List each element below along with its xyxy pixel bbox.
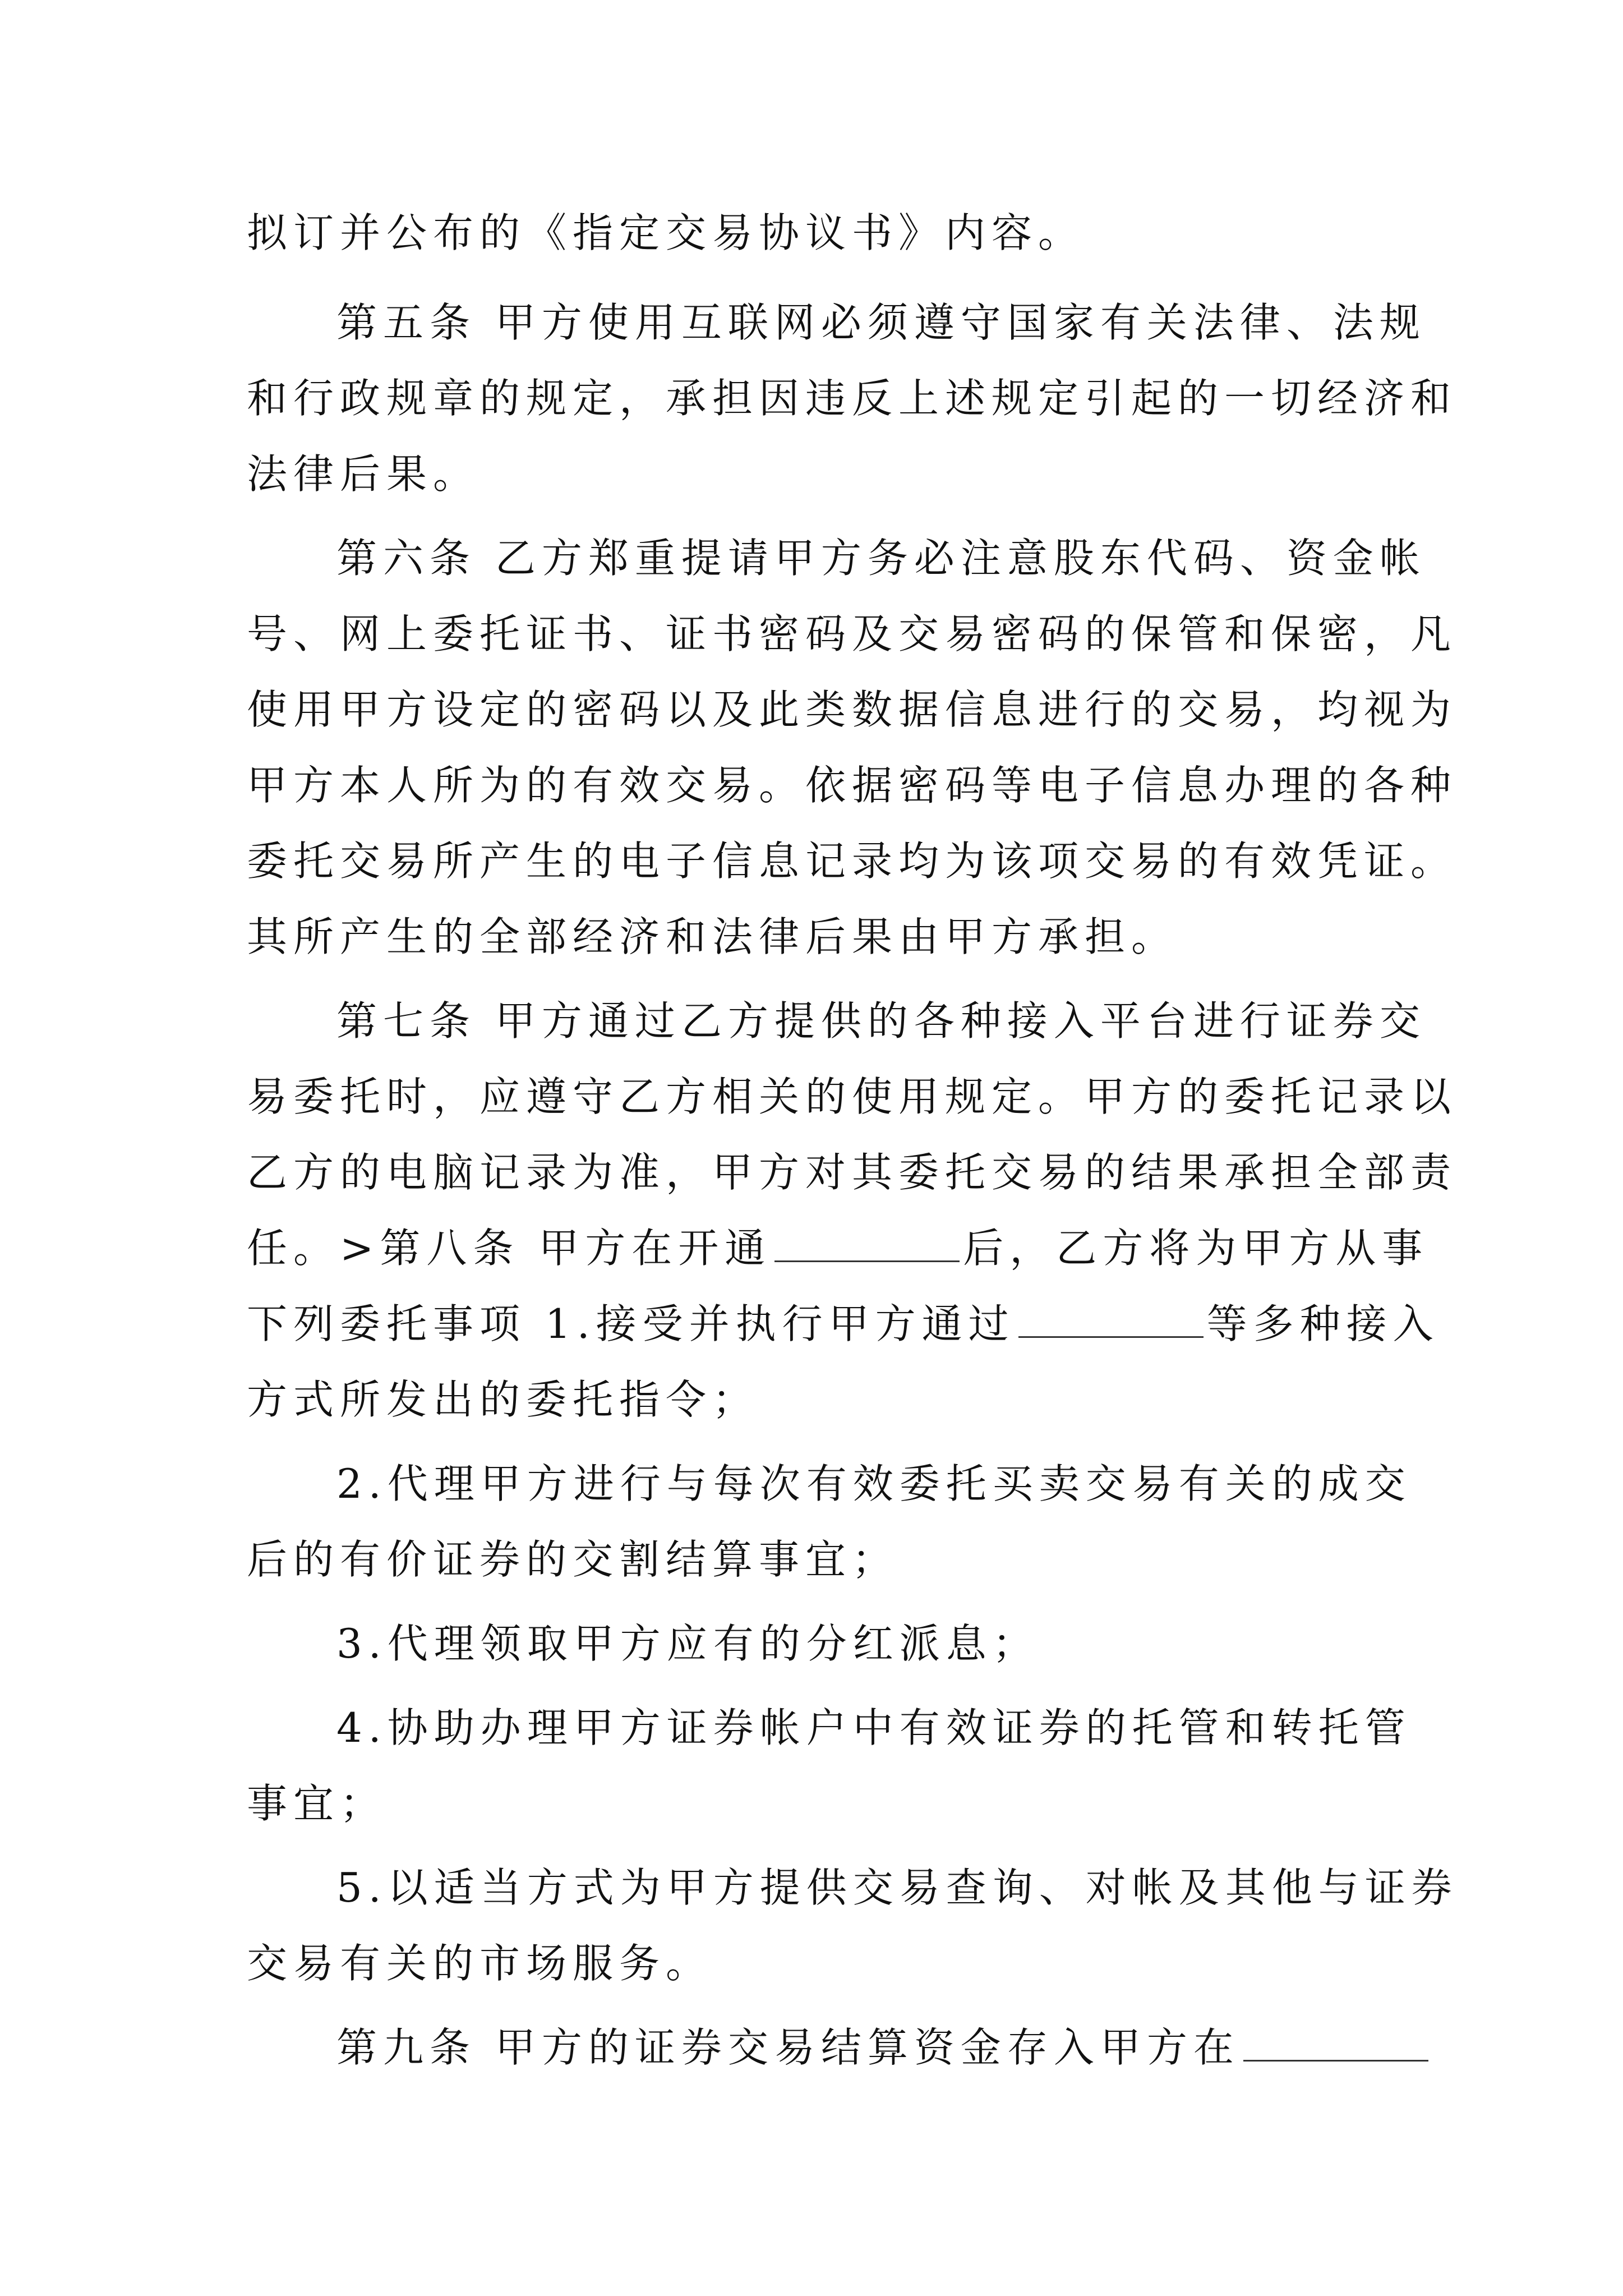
item-4-line: 4.协助办理甲方证券帐户中有效证券的托管和转托管 [336,1704,1412,1751]
paragraph-line: 法律后果。 [247,450,480,498]
line-text: 任。>第八条 甲方在开通 [247,1225,772,1272]
item-2-line: 2.代理甲方进行与每次有效委托买卖交易有关的成交 [336,1460,1412,1507]
paragraph-line: 乙方的电脑记录为准，甲方对其委托交易的结果承担全部责 [247,1149,1458,1196]
article-6-line: 第六条 乙方郑重提请甲方务必注意股东代码、资金帐 [336,535,1426,582]
item-5-line: 5.以适当方式为甲方提供交易查询、对帐及其他与证券 [336,1864,1458,1911]
line-text: 后，乙方将为甲方从事 [963,1225,1429,1272]
paragraph-line: 拟订并公布的《指定交易协议书》内容。 [247,209,1085,256]
article-8-item-1-line [247,1285,1440,1363]
line-text: 等多种接入 [1206,1300,1440,1347]
fill-in-blank [774,1227,960,1262]
paragraph-line: 后的有价证券的交割结算事宜； [247,1536,899,1583]
paragraph-line: 使用甲方设定的密码以及此类数据信息进行的交易，均视为 [247,686,1458,733]
paragraph-line: 其所产生的全部经济和法律后果由甲方承担。 [247,913,1178,960]
fill-in-blank [1243,2026,1428,2062]
line-text: 第九条 甲方的证券交易结算资金存入甲方在 [336,2024,1240,2071]
paragraph-line: 易委托时，应遵守乙方相关的使用规定。甲方的委托记录以 [247,1073,1458,1120]
paragraph-line: 交易有关的市场服务。 [247,1940,713,1987]
paragraph-line: 甲方本人所为的有效交易。依据密码等电子信息办理的各种 [247,762,1458,809]
line-text: 下列委托事项 1.接受并执行甲方通过 [247,1300,1015,1347]
paragraph-line: 事宜； [247,1780,387,1827]
paragraph-line: 方式所发出的委托指令； [247,1376,759,1423]
article-9-line [336,2008,1432,2087]
fill-in-blank [1018,1303,1204,1338]
item-3-line: 3.代理领取甲方应有的分红派息； [336,1620,1039,1667]
article-7-line: 第七条 甲方通过乙方提供的各种接入平台进行证券交 [336,997,1426,1045]
article-5-line: 第五条 甲方使用互联网必须遵守国家有关法律、法规 [336,299,1426,346]
paragraph-line: 委托交易所产生的电子信息记录均为该项交易的有效凭证。 [247,838,1458,885]
article-8-line [247,1209,1428,1287]
paragraph-line: 号、网上委托证书、证书密码及交易密码的保管和保密，凡 [247,610,1458,657]
paragraph-line: 和行政规章的规定，承担因违反上述规定引起的一切经济和 [247,375,1458,422]
